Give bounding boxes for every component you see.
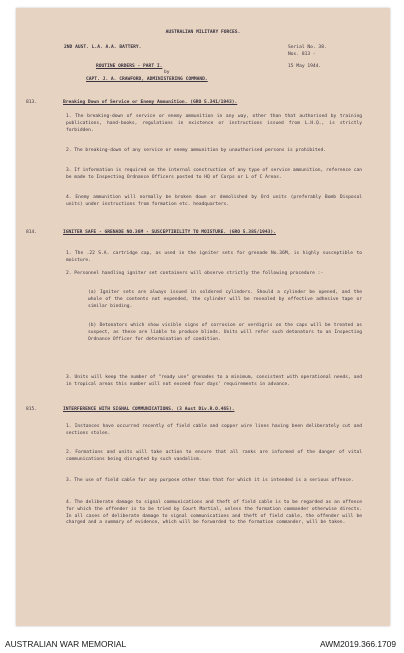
para-814-3: 3. Units will keep the number of "ready use" grenades to a minimum, consistent with operational needs, and in tropical areas this number will not exceed four days' requirements in advance. xyxy=(66,375,362,387)
section-number-813: 813. xyxy=(26,100,38,105)
para-815-1: 1. Instances have occurred recently of field cable and copper wire lines having been deliberately cut and sections stolen. xyxy=(66,424,362,436)
part-number: Nos. 813 - xyxy=(288,52,316,57)
doc-title: AUSTRALIAN MILITARY FORCES. xyxy=(165,30,241,35)
section-heading-813: Breaking Down of Service or Enemy Ammunition. (GRO 5.341/1943). xyxy=(63,100,238,105)
subitem-814-a: (a) Igniter sets are always issued in soldered cylinders. Should a cylinder be opened, and the whole of the contents not expended, the cylinder will be resealed by effective adhesive tape or similar binding. xyxy=(88,290,362,309)
routine-orders xyxy=(16,8,390,626)
footer-institution: AUSTRALIAN WAR MEMORIAL xyxy=(5,639,127,649)
para-813-4: 4. Enemy ammunition will normally be broken down or demolished by Ord units (preferably Bomb Disposal units) under instructions from formation etc. headquarters. xyxy=(66,195,362,207)
para-814-1: 1. The .22 S.A. cartridge cap, as used in the igniter sets for grenade No.36M, is highly susceptible to moisture. xyxy=(66,251,362,263)
orders-date: 15 May 1944. xyxy=(288,64,322,69)
archive-footer xyxy=(0,628,404,653)
unit-name: 2ND AUST. L.A. A.A. BATTERY. xyxy=(64,45,142,50)
orders-label: ROUTINE ORDERS - PART I. xyxy=(96,64,163,69)
by-line: by xyxy=(164,70,170,75)
section-heading-815: INTERFERENCE WITH SIGNAL COMMUNICATIONS. (3 Aust Div.R.O.465). xyxy=(63,407,235,412)
section-number-815: 815. xyxy=(26,407,38,412)
para-814-2: 2. Personnel handling igniter set containers will observe strictly the following procedure :- xyxy=(66,271,324,276)
section-heading-814: IGNITER SAFE - GRENADE NO.36M - SUSCEPTIBILITY TO MOISTURE. (GRO 5.385/1943). xyxy=(63,230,276,235)
document-page xyxy=(16,8,390,626)
subitem-814-b: (b) Detonators which show visible signs of corrosion or verdigris on the caps will be treated as suspect, as these are liable to produce blinds. Units will refer such detonators to an Inspecting Ordnance Officer for determination of condition. xyxy=(88,323,362,342)
para-815-3: 3. The use of field cable for any purpose other than that for which it is intended is a serious offence. xyxy=(66,478,354,483)
para-815-2: 2. Formations and units will take action to ensure that all ranks are informed of the danger of vital communications being disrupted by such vandalism. xyxy=(66,450,362,462)
officer-line: CAPT. J. A. CRAWFORD, ADMINISTERING COMMAND. xyxy=(86,77,208,82)
para-813-2: 2. The breaking-down of any service or enemy ammunition by unauthorised persons is prohibited. xyxy=(66,148,326,153)
serial-number: Serial No. 38. xyxy=(288,45,327,50)
footer-accession-number: AWM2019.366.1709 xyxy=(319,639,396,649)
para-813-3: 3. If information is required on the internal construction of any type of service ammunition, reference can be made to Inspecting Ordnance Officers posted to HQ of Corps or L of C Areas. xyxy=(66,168,362,180)
section-number-814: 814. xyxy=(26,230,38,235)
para-813-1: 1. The breaking-down of service or enemy ammunition in any way, other than that authorised by training publications, hand-books, regulations in existence or instructions issued from L.H.Q., is strictly forbidden. xyxy=(66,114,362,133)
para-815-4: 4. The deliberate damage to signal communications and theft of field cable is to be regarded as an offence for which the offender is to be tried by Court Martial, unless the formation commander otherwise directs. In all cases of deliberate damage to signal communications and theft of field cable, the offender will be charged and a summary of evidence, which will be forwarded to the formation commander, will be taken. xyxy=(66,500,362,526)
